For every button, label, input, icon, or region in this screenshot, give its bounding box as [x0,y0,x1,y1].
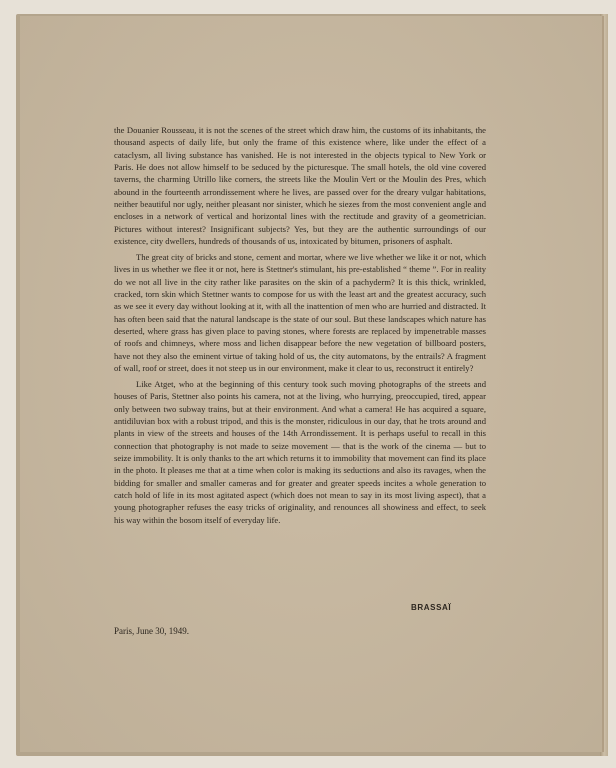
author-signature: BRASSAÏ [411,603,452,612]
paragraph-2: The great city of bricks and stone, cement and mortar, where we live whether we like it or not, which lives in us whether we flee it or not, here is Stettner's stimulant, his pre-established “ theme ”. For in reality do we not all live in the city rather like parasites on the skin of a pachyderm? It is this thick, wrinkled, cracked, torn skin which Stettner wants to compose for us with the least art and the greatest accuracy, such as we see it every day without looking at it, with all the inattention of men who are hurried and distracted. It has often been said that the natural landscape is the state of our soul. But these landscapes which nature has deserted, where grass has given place to paving stones, where forests are replaced by impenetrable masses of roofs and chimneys, where moss and lichen disappear before the new vegetation of billboard posters, have not they also the eminent virtue of taking hold of us, the city automatons, by the entrails? A fragment of wall, roof or street, does it not steep us in our environment, make it clear to us, reconstruct it entirely? [114,251,486,374]
paragraph-3: Like Atget, who at the beginning of this century took such moving photographs of the streets and houses of Paris, Stettner also points his camera, not at the living, who hurrying, preoccupied, tired, appear only between two subway trains, but at their environment. And what a camera! He has acquired a square, antidiluvian box with a robust tripod, and this is the monster, ridiculous in our day, that he trots around and plants in view of the streets and houses of the 14th Arrondissement. It is perhaps useful to recall in this connection that photography is not made to seize movement — that is the work of the cinema — but to seize immobility. It is only thanks to the art which returns it to immobility that movement can find its place in the photo. It pleases me that at a time when color is making its seductions and also its ravages, when the bidding for smaller and smaller cameras and for greater and greater speeds incites a whole generation to catch hold of life in its most agitated aspect (which does not mean to say in its most living aspect), that a young photographer refuses the easy tricks of originality, and renounces all showiness and effect, to seek his way within the bosom itself of everyday life. [114,378,486,525]
body-text [114,124,486,526]
paragraph-1: the Douanier Rousseau, it is not the scenes of the street which draw him, the customs of its inhabitants, the thousand aspects of daily life, but only the frame of this existence where, like under the effect of a cataclysm, all living substance has vanished. He is not interested in the objects typical to New York or Paris. He does not allow himself to be seduced by the picturesque. The small hotels, the old vine covered taverns, the charming Utrillo like corners, the streets like the Moulin Vert or the Moulin des Pres, which abound in the fourteenth arrondissement where he lives, are passed over for the dreary vulgar habitations, neither beautiful nor ugly, neither pleasant nor sinister, which he siezes from the most convenient angle and encloses in a network of vertical and horizontal lines with the rectitude and gravity of a geometrician. Pictures without interest? Insignificant subjects? Yes, but they are the authentic surroundings of our existence, city dwellers, hundreds of thousands of us, intoxicated by bitumen, prisoners of asphalt. [114,125,486,247]
dateline: Paris, June 30, 1949. [114,626,189,636]
